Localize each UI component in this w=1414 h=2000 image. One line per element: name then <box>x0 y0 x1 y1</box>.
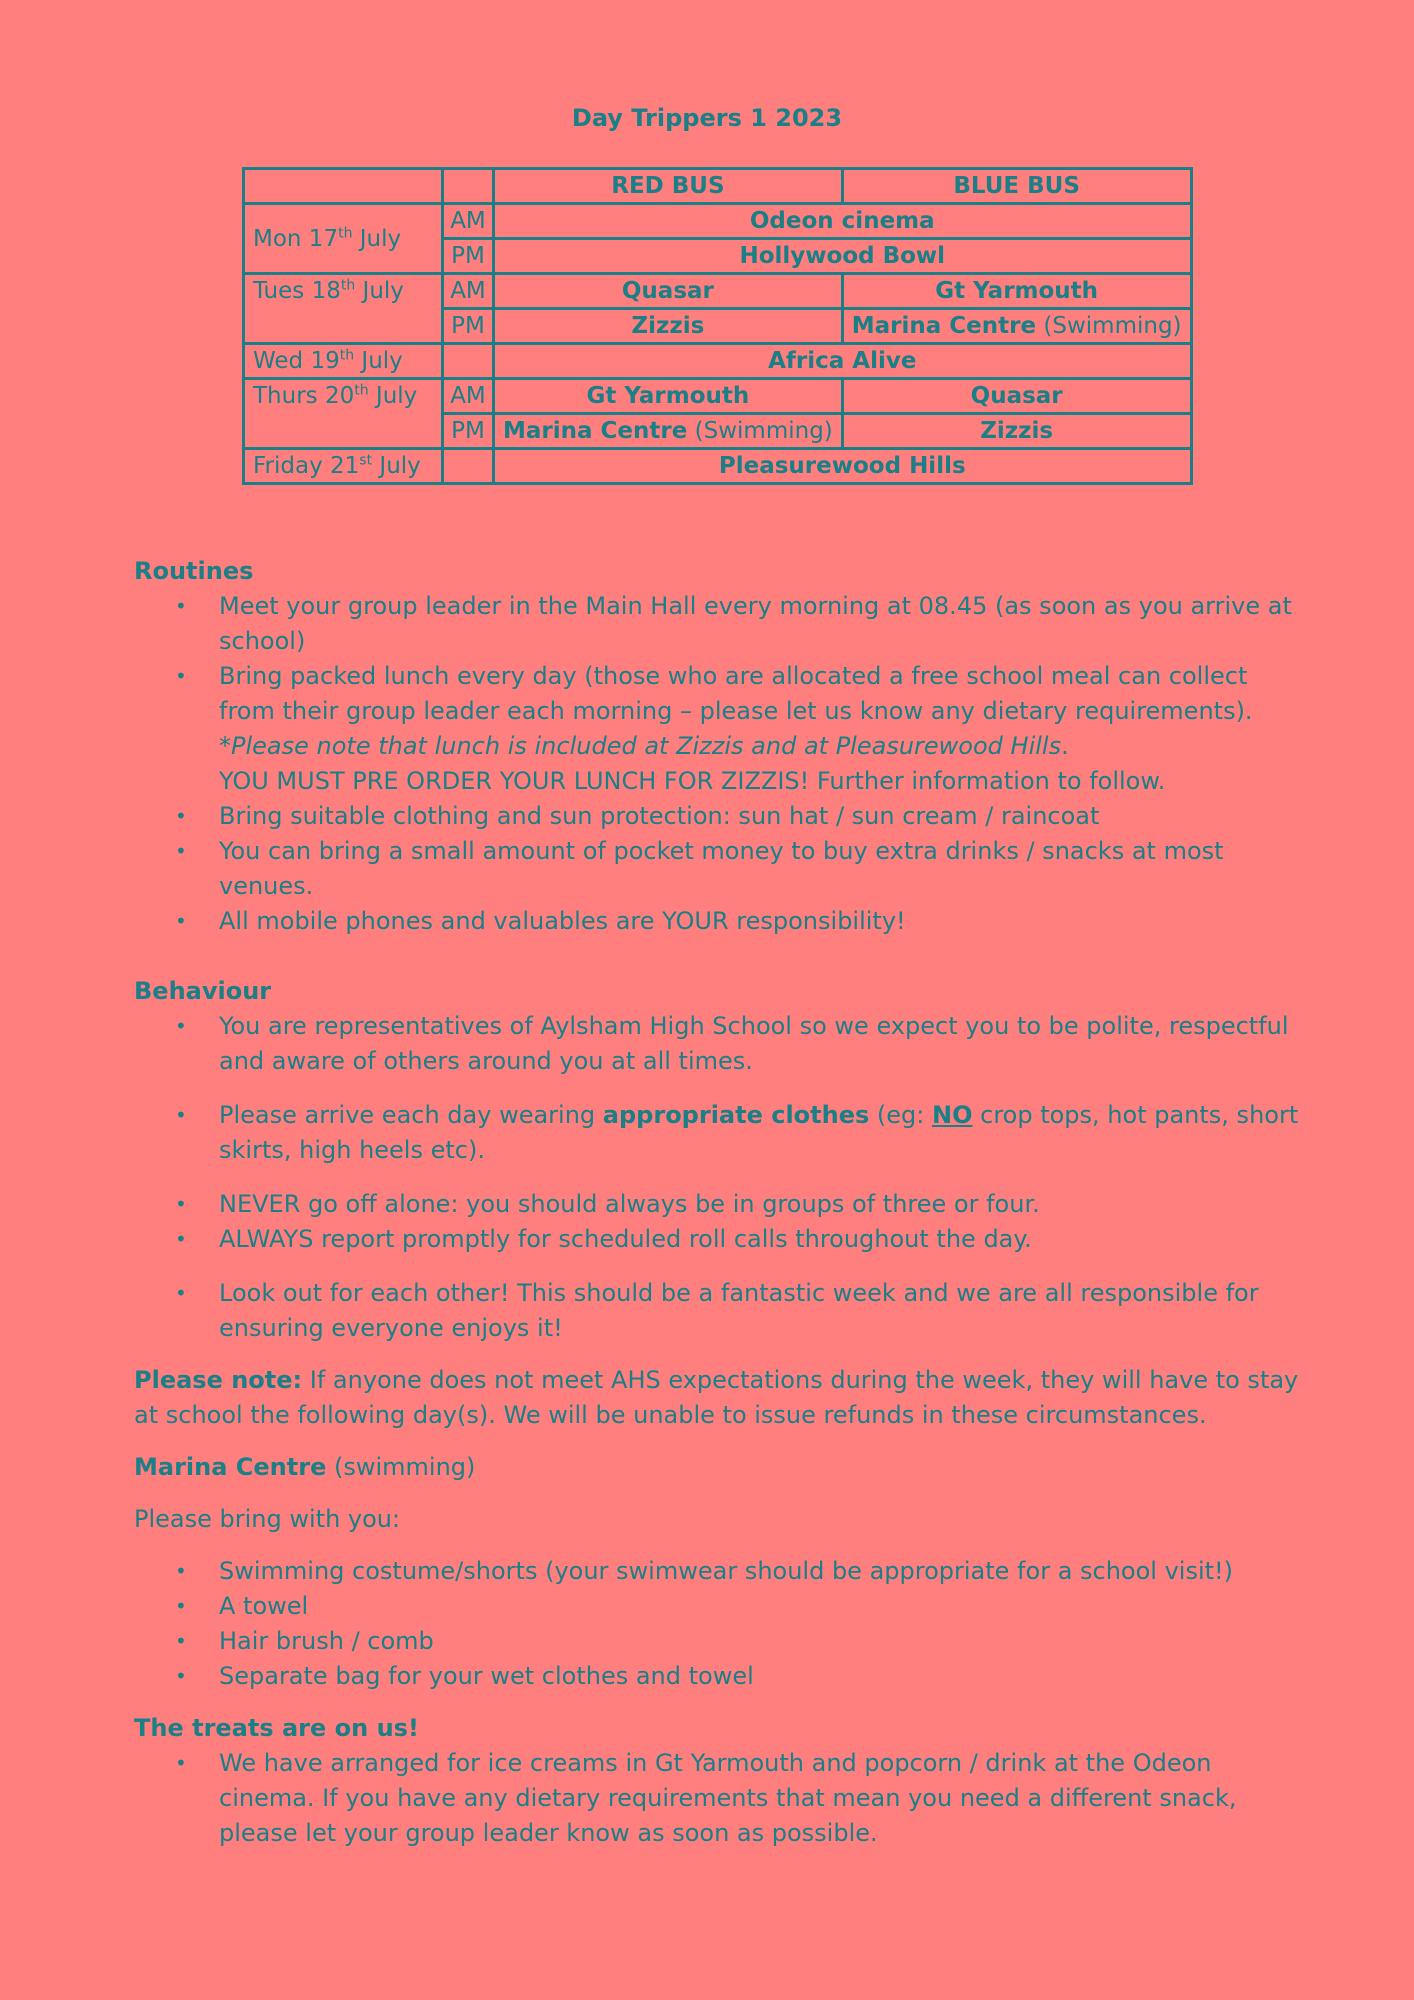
table-row <box>244 204 1192 239</box>
day-cell-fri <box>244 449 443 484</box>
list-item: • ALWAYS report promptly for scheduled roll calls throughout the day. <box>219 1222 1304 1257</box>
lunch-note: Please note that lunch is included at Zizzis and at Pleasurewood Hills <box>231 732 1062 760</box>
list-item: • You are representatives of Aylsham High School so we expect you to be polite, respectful and aware of others around you at all times. <box>219 1009 1304 1079</box>
marina-heading <box>134 1450 1304 1485</box>
emphasis-no: NO <box>932 1101 973 1129</box>
day-suffix: th <box>354 382 369 399</box>
table-row <box>244 274 1192 309</box>
day-month: July <box>368 383 418 409</box>
day-month: July <box>352 225 402 252</box>
list-item <box>219 1098 1304 1168</box>
list-item-text: (eg: <box>869 1101 932 1129</box>
routines-list <box>134 589 1304 939</box>
session-am: AM <box>443 379 494 414</box>
page-title: Day Trippers 1 2023 <box>571 104 843 132</box>
list-item-text: crop tops, hot pants, short skirts, high heels etc). <box>219 1101 1299 1164</box>
activity-cell: Gt Yarmouth <box>842 274 1191 309</box>
activity-cell: Africa Alive <box>494 344 1192 379</box>
list-item: • Separate bag for your wet clothes and towel <box>219 1659 1304 1694</box>
red-bus-header: RED BUS <box>494 169 843 204</box>
list-item: • Look out for each other! This should be a fantastic week and we are all responsible for ensuring everyone enjoys it! <box>219 1276 1304 1346</box>
day-cell-tue <box>244 274 443 344</box>
blue-bus-header: BLUE BUS <box>842 169 1191 204</box>
marina-label: Marina Centre <box>134 1453 327 1481</box>
day-month: July <box>355 278 404 304</box>
day-label: Mon 17 <box>253 225 339 252</box>
list-item: • We have arranged for ice creams in Gt Yarmouth and popcorn / drink at the Odeon cinema. If you have any dietary requirements that mean you need a different snack, please let your group leader know as soon as possible. <box>219 1746 1304 1851</box>
table-row <box>244 449 1192 484</box>
session-pm: PM <box>443 309 494 344</box>
activity-cell: Zizzis <box>494 309 843 344</box>
activity-cell: Quasar <box>842 379 1191 414</box>
activity-name: Marina Centre <box>503 418 688 444</box>
day-suffix: th <box>340 277 356 294</box>
schedule-table <box>242 167 1193 485</box>
day-suffix: st <box>359 452 373 469</box>
marina-suffix: (swimming) <box>326 1453 476 1481</box>
please-note-label: Please note: <box>134 1366 303 1394</box>
session-am: AM <box>443 204 494 239</box>
please-note-paragraph <box>134 1363 1304 1433</box>
day-label: Tues 18 <box>253 278 341 304</box>
activity-cell <box>494 414 843 449</box>
treats-list <box>134 1746 1304 1851</box>
main-content <box>134 554 1304 1851</box>
activity-cell: Hollywood Bowl <box>494 239 1192 274</box>
session-pm: PM <box>443 239 494 274</box>
table-cell <box>244 169 443 204</box>
list-item-text: Bring packed lunch every day (those who are allocated a free school meal can collect from their group leader each morning – please let us know any dietary requirements). <box>219 662 1253 725</box>
list-item: • Bring suitable clothing and sun protection: sun hat / sun cream / raincoat <box>219 799 1304 834</box>
marina-list <box>134 1554 1304 1694</box>
list-item: • You can bring a small amount of pocket money to buy extra drinks / snacks at most venues. <box>219 834 1304 904</box>
table-cell <box>443 449 494 484</box>
activity-cell: Odeon cinema <box>494 204 1192 239</box>
marina-intro: Please bring with you: <box>134 1505 401 1533</box>
please-note-text: If anyone does not meet AHS expectations during the week, they will have to stay at school the following day(s). We will be unable to issue refunds in these circumstances. <box>134 1366 1299 1429</box>
table-cell <box>443 169 494 204</box>
activity-name: Marina Centre <box>851 313 1037 339</box>
activity-note: (Swimming) <box>687 418 833 444</box>
preorder-notice: YOU MUST PRE ORDER YOUR LUNCH FOR ZIZZIS! Further information to follow. <box>219 767 1166 795</box>
behaviour-list <box>134 1009 1304 1346</box>
list-item: • Swimming costume/shorts (your swimwear should be appropriate for a school visit!) <box>219 1554 1304 1589</box>
note-dot: . <box>1061 732 1069 760</box>
day-month: July <box>354 348 403 374</box>
day-label: Wed 19 <box>253 348 340 374</box>
list-item-text: Please arrive each day wearing <box>219 1101 603 1129</box>
activity-cell: Gt Yarmouth <box>494 379 843 414</box>
activity-cell <box>842 309 1191 344</box>
note-star: * <box>219 732 231 760</box>
activity-cell: Pleasurewood Hills <box>494 449 1192 484</box>
day-label: Friday 21 <box>253 453 360 479</box>
day-cell-mon <box>244 204 443 274</box>
list-item: • Hair brush / comb <box>219 1624 1304 1659</box>
list-item: • NEVER go off alone: you should always be in groups of three or four. <box>219 1187 1304 1222</box>
activity-cell: Zizzis <box>842 414 1191 449</box>
table-row <box>244 344 1192 379</box>
behaviour-heading: Behaviour <box>134 977 272 1005</box>
day-suffix: th <box>338 224 353 241</box>
activity-cell: Quasar <box>494 274 843 309</box>
day-label: Thurs 20 <box>253 383 355 409</box>
table-cell <box>443 344 494 379</box>
activity-note: (Swimming) <box>1036 313 1182 339</box>
day-cell-thu <box>244 379 443 449</box>
list-item <box>219 659 1304 799</box>
day-cell-wed <box>244 344 443 379</box>
list-item: • A towel <box>219 1589 1304 1624</box>
table-row <box>244 379 1192 414</box>
list-item: • Meet your group leader in the Main Hall every morning at 08.45 (as soon as you arrive at school) <box>219 589 1304 659</box>
emphasis-text: appropriate clothes <box>602 1101 870 1129</box>
day-month: July <box>372 453 421 479</box>
session-am: AM <box>443 274 494 309</box>
routines-heading: Routines <box>134 557 254 585</box>
table-header-row <box>244 169 1192 204</box>
treats-heading: The treats are on us! <box>134 1714 419 1742</box>
list-item: • All mobile phones and valuables are YOUR responsibility! <box>219 904 1304 939</box>
day-suffix: th <box>339 347 355 364</box>
session-pm: PM <box>443 414 494 449</box>
